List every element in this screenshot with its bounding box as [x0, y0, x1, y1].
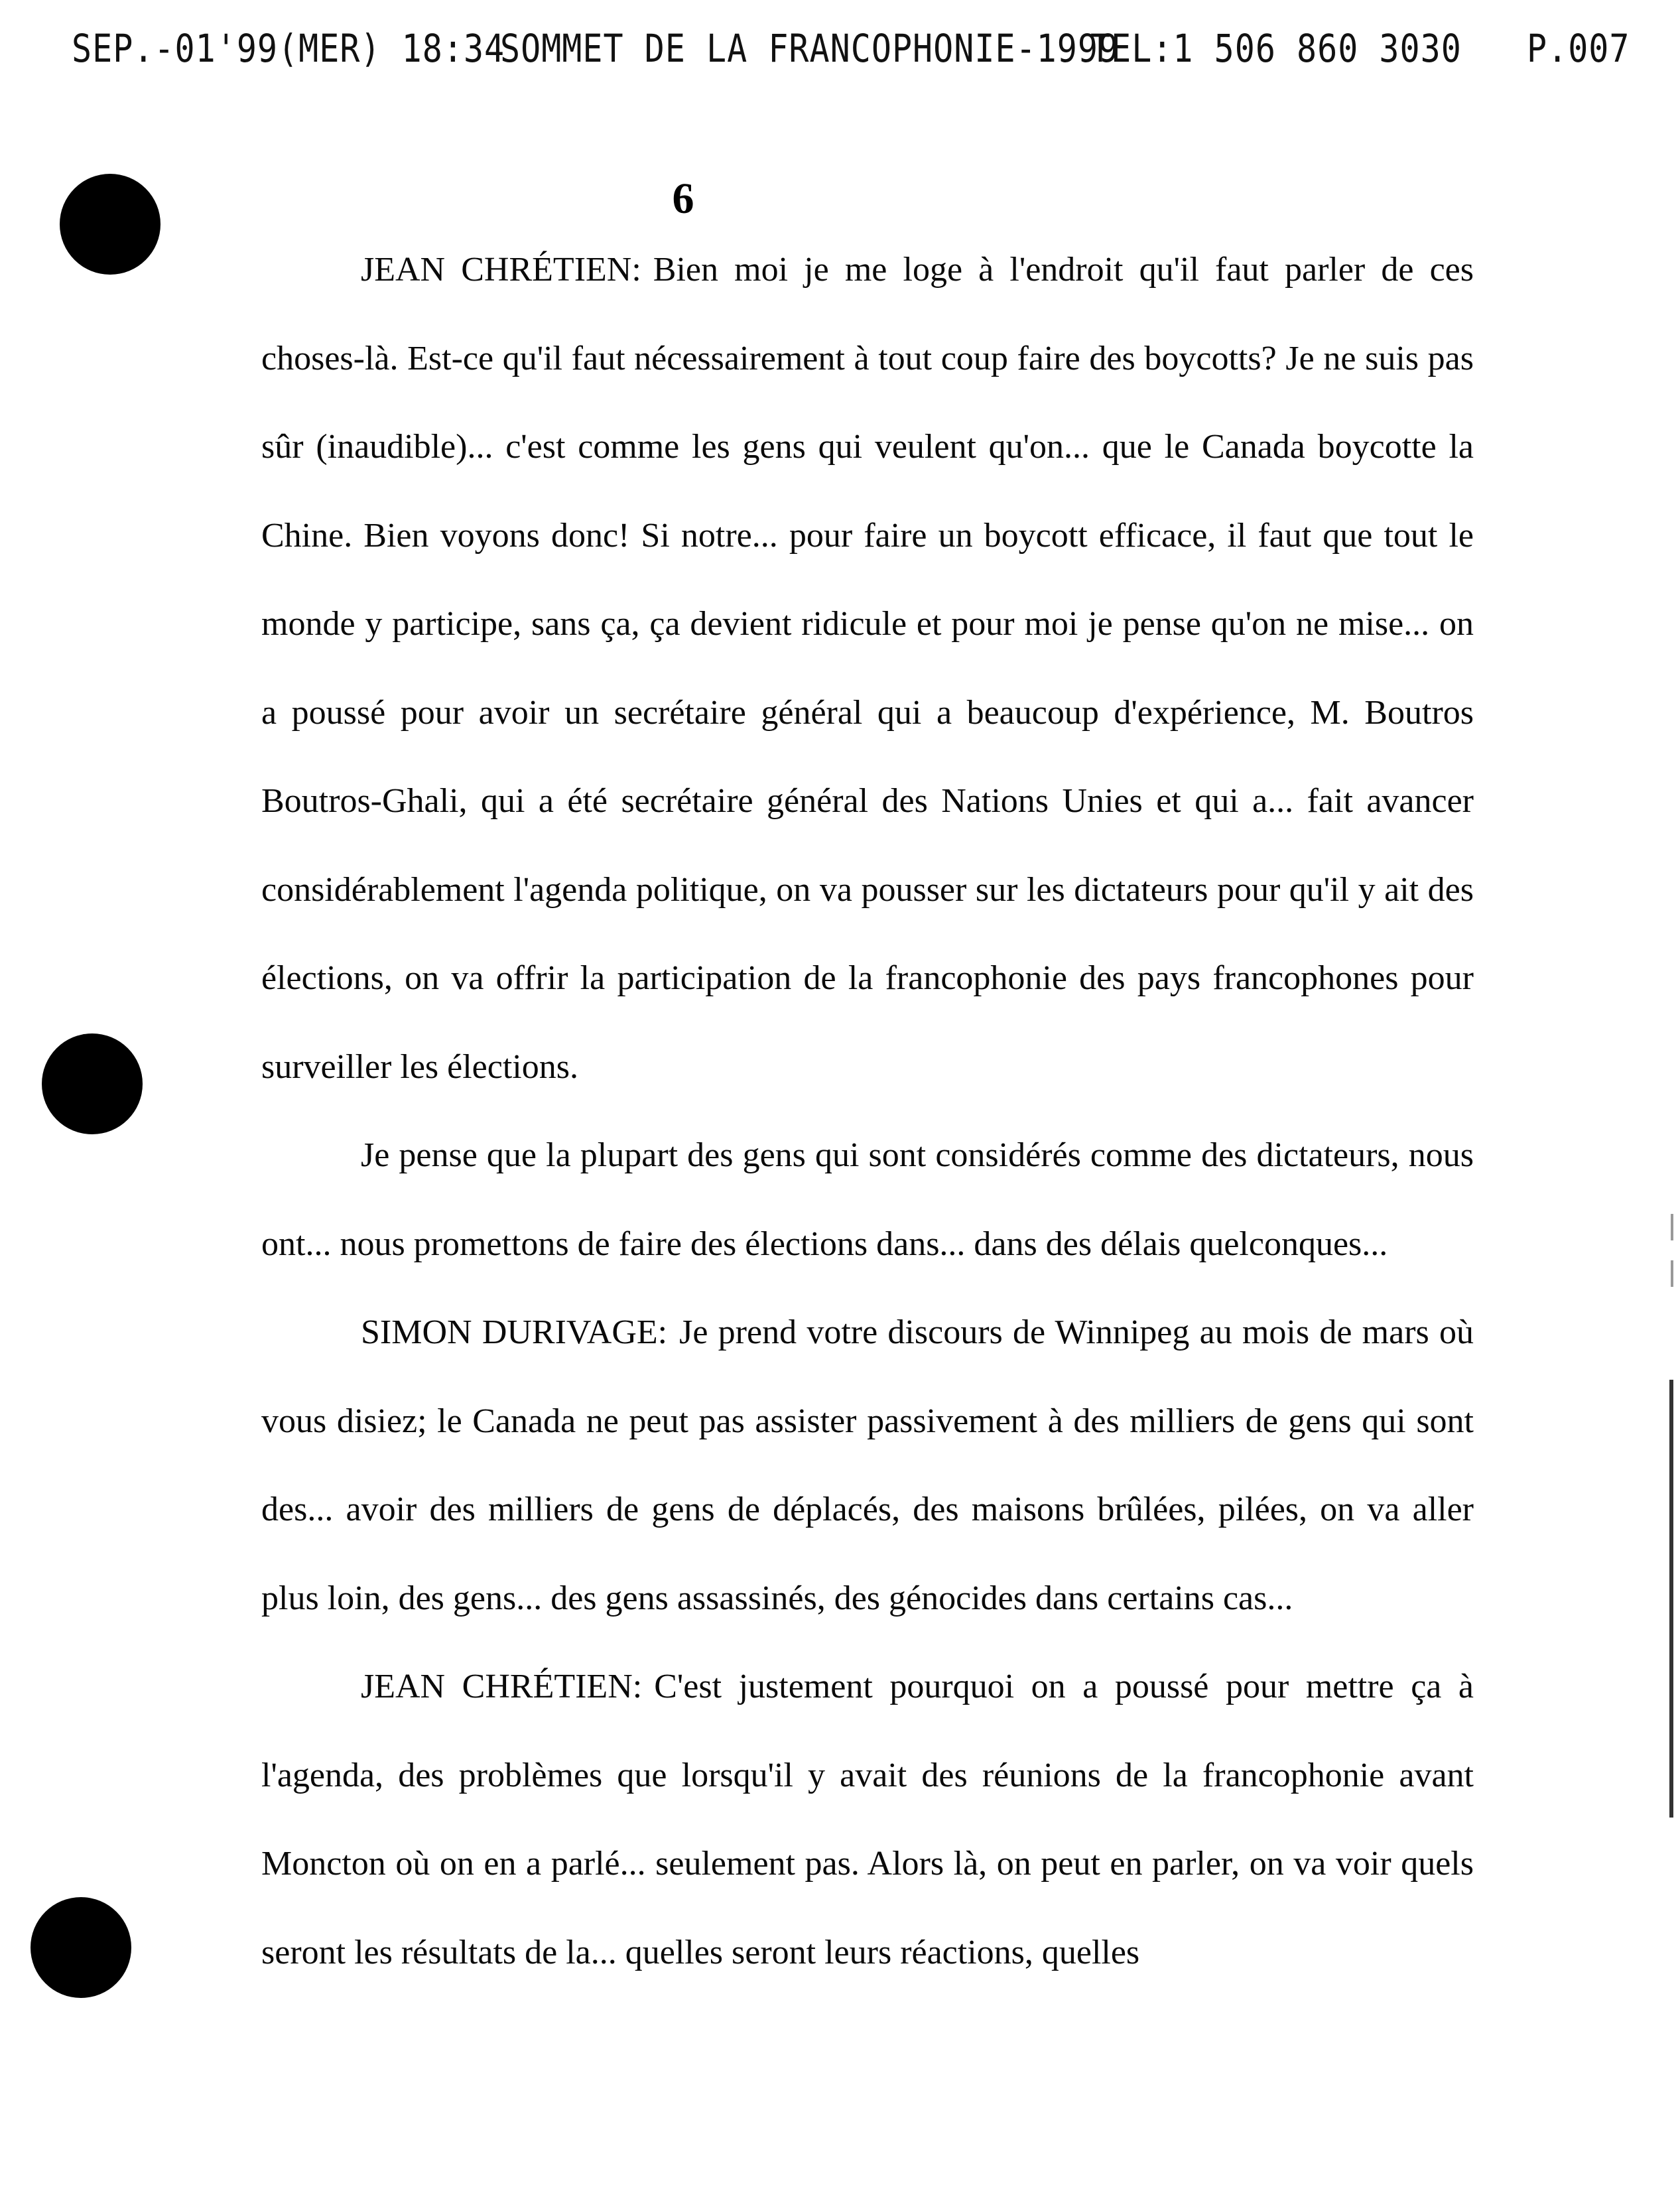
paragraph-text: Bien moi je me loge à l'endroit qu'il faut parler de ces choses-là. Est-ce qu'il faut nécessairement à tout coup faire des boycotts? Je ne suis pas sûr (inaudible)... c'est comme les gens qui veulent qu'on... que le Canada boycotte la Chine. Bien voyons donc! Si notre... pour faire un boycott efficace, il faut que tout le monde y participe, sans ça, ça devient ridicule et pour moi je pense qu'on ne mise... on a poussé pour avoir un secrétaire général qui a beaucoup d'expérience, M. Boutros Boutros-Ghali, qui a été secrétaire général des Nations Unies et qui a... fait avancer considérablement l'agenda politique, on va pousser sur les dictateurs pour qu'il y ait des élections, on va offrir la participation de la francophonie des pays francophones pour surveiller les élections. — [261, 251, 1474, 1086]
page-number: 6 — [672, 174, 694, 223]
punch-hole — [31, 1897, 131, 1998]
punch-hole — [60, 174, 161, 275]
speaker-name: JEAN CHRÉTIEN: — [361, 251, 641, 289]
fax-date: SEP.-01'99(MER) 18:34 — [72, 27, 505, 71]
transcript-paragraph — [261, 1111, 1474, 1288]
transcript-body — [261, 226, 1474, 1997]
punch-hole — [42, 1033, 143, 1134]
fax-title: SOMMET DE LA FRANCOPHONIE-1999 — [500, 27, 1120, 71]
speaker-name: SIMON DURIVAGE: — [361, 1313, 668, 1351]
paragraph-text: Je pense que la plupart des gens qui sont considérés comme des dictateurs, nous ont... nous promettons de faire des élections dans... dans des délais quelconques... — [261, 1136, 1474, 1263]
transcript-paragraph — [261, 1642, 1474, 1997]
scan-edge-mark — [1671, 1214, 1673, 1240]
fax-telephone: TEL:1 506 860 3030 — [1090, 27, 1462, 71]
speaker-name: JEAN CHRÉTIEN: — [361, 1668, 643, 1705]
fax-header — [0, 27, 1680, 80]
scan-edge-mark — [1671, 1260, 1673, 1287]
transcript-paragraph — [261, 226, 1474, 1111]
fax-page-number: P.007 — [1527, 27, 1630, 71]
transcript-paragraph — [261, 1288, 1474, 1642]
paragraph-text: Je prend votre discours de Winnipeg au mois de mars où vous disiez; le Canada ne peut pas assister passivement à des milliers de gens qui sont des... avoir des milliers de gens de déplacés, des maisons brûlées, pilées, on va aller plus loin, des gens... des gens assassinés, des génocides dans certains cas... — [261, 1313, 1474, 1617]
scan-edge-mark — [1669, 1380, 1673, 1818]
paragraph-text: C'est justement pourquoi on a poussé pour mettre ça à l'agenda, des problèmes que lorsqu'il y avait des réunions de la francophonie avant Moncton où on en a parlé... seulement pas. Alors là, on peut en parler, on va voir quels seront les résultats de la... quelles seront leurs réactions, quelles — [261, 1668, 1474, 1971]
